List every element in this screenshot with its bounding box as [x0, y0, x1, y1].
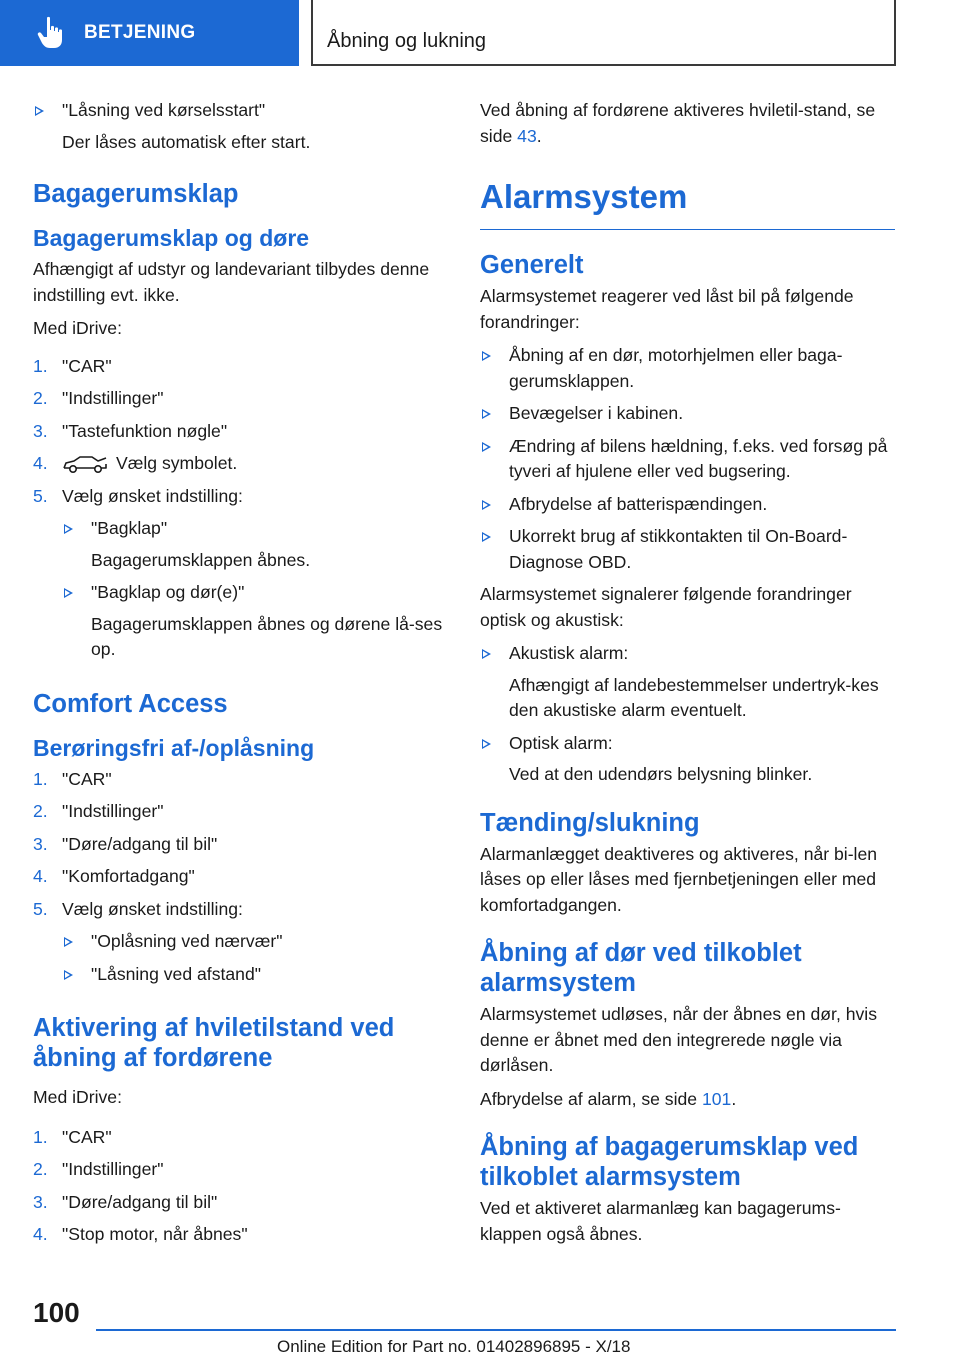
section-label: BETJENING	[84, 22, 196, 43]
paragraph: Alarmsystemet reagerer ved låst bil på følgende forandringer:	[480, 286, 854, 332]
chapter-header	[311, 0, 896, 66]
list-item: 3. "Tastefunktion nøgle"	[33, 420, 228, 441]
paragraph: Ved et aktiveret alarmanlæg kan bagagerums-klappen også åbnes.	[480, 1198, 841, 1244]
bullet-item: "Bagklap" Bagagerumsklappen åbnes.	[62, 516, 443, 573]
page-number: 100	[33, 1297, 80, 1328]
paragraph: Afbrydelse af alarm, se side 101.	[480, 1088, 737, 1109]
paragraph: Alarmsystemet signalerer følgende forandringer optisk og akustisk:	[480, 584, 852, 630]
bullet-item: Ændring af bilens hældning, f.eks. ved forsøg på tyveri af hjulene eller ved bugsering.	[480, 434, 895, 485]
list-item: 4. Vælg symbolet.	[33, 453, 238, 473]
triangle-bullet-icon	[482, 649, 491, 659]
hand-pointer-icon	[36, 15, 68, 51]
triangle-bullet-icon	[64, 524, 73, 534]
triangle-bullet-icon	[482, 532, 491, 542]
chapter-title: Åbning og lukning	[327, 30, 487, 52]
right-column	[480, 98, 895, 1255]
list-item: 5. Vælg ønsket indstilling:	[33, 485, 243, 506]
triangle-bullet-icon	[64, 970, 73, 980]
heading-door-alarm: Åbning af dør ved tilkoblet alarmsystem	[480, 939, 802, 997]
bullet-item: Ukorrekt brug af stikkontakten til On-Board-Diagnose OBD.	[480, 524, 895, 575]
page-link-43[interactable]: 43	[517, 125, 537, 146]
paragraph: Afhængigt af udstyr og landevariant tilbydes denne indstilling evt. ikke.	[33, 259, 430, 305]
bullet-item: Afbrydelse af batterispændingen.	[480, 492, 895, 518]
paragraph: Alarmanlægget deaktiveres og aktiveres, når bi-len låses op eller låses med fjernbetjeningen eller med komfortadgangen.	[480, 843, 878, 915]
bullet-item: "Bagklap og dør(e)" Bagagerumsklappen åbnes og dørene lå-ses op.	[62, 580, 443, 663]
triangle-bullet-icon	[482, 500, 491, 510]
heading-taending: Tænding/slukning	[480, 808, 700, 837]
footer-divider	[96, 1329, 896, 1331]
list-item: 2. "Indstillinger"	[33, 388, 164, 408]
list-item: 1. "CAR"	[33, 1126, 112, 1147]
list-item: 1. "CAR"	[33, 768, 112, 789]
bullet-item: Bevægelser i kabinen.	[480, 401, 895, 427]
bullet-item: "Låsning ved kørselsstart" Der låses automatisk efter start.	[33, 98, 443, 155]
list-item: 4. "Komfortadgang"	[33, 866, 195, 886]
triangle-bullet-icon	[35, 106, 44, 116]
list-item: 2. "Indstillinger"	[33, 1159, 164, 1179]
heading-alarmsystem: Alarmsystem	[480, 177, 895, 230]
triangle-bullet-icon	[482, 442, 491, 452]
edition-note: Online Edition for Part no. 01402896895 - X/18	[277, 1337, 631, 1356]
triangle-bullet-icon	[482, 351, 491, 361]
heading-beroeringsfri: Berøringsfri af-/oplåsning	[33, 734, 315, 761]
bullet-item: "Låsning ved afstand"	[62, 962, 443, 988]
left-column	[33, 98, 443, 1255]
bullet-item: Akustisk alarm: Afhængigt af landebestemmelser undertryk-kes den akustiske alarm eventuelt.	[480, 641, 895, 724]
heading-generelt: Generelt	[480, 251, 584, 279]
paragraph: Med iDrive:	[33, 318, 122, 338]
bullet-item: "Oplåsning ved nærvær"	[62, 929, 443, 955]
list-item: 3. "Døre/adgang til bil"	[33, 833, 218, 854]
paragraph: Alarmsystemet udløses, når der åbnes en dør, hvis denne er åbnet med den integrerede nøgle via dørlåsen.	[480, 1004, 878, 1075]
bullet-item: Optisk alarm: Ved at den udendørs belysning blinker.	[480, 731, 895, 788]
list-item: 5. Vælg ønsket indstilling:	[33, 898, 243, 919]
triangle-bullet-icon	[64, 937, 73, 947]
triangle-bullet-icon	[64, 588, 73, 598]
paragraph: Med iDrive:	[33, 1087, 122, 1107]
triangle-bullet-icon	[482, 409, 491, 419]
section-tab[interactable]	[0, 0, 299, 66]
paragraph: Ved åbning af fordørene aktiveres hviletil-stand, se side 43.	[480, 100, 876, 146]
list-item: 4. "Stop motor, når åbnes"	[33, 1224, 248, 1244]
heading-hviletilstand: Aktivering af hviletilstand ved åbning af fordørene	[33, 1014, 395, 1072]
bullet-item: Åbning af en dør, motorhjelmen eller baga-gerumsklappen.	[480, 343, 895, 394]
heading-boot-alarm: Åbning af bagagerumsklap ved tilkoblet alarmsystem	[480, 1133, 859, 1191]
list-item: 2. "Indstillinger"	[33, 801, 164, 821]
triangle-bullet-icon	[482, 739, 491, 749]
heading-bagagerumsklap: Bagagerumsklap	[33, 180, 239, 208]
car-open-trunk-icon	[62, 454, 108, 474]
list-item: 3. "Døre/adgang til bil"	[33, 1191, 218, 1212]
heading-comfort-access: Comfort Access	[33, 689, 228, 718]
page-link-101[interactable]: 101	[701, 1088, 732, 1109]
heading-bagagerumsklap-doere: Bagagerumsklap og døre	[33, 225, 310, 251]
list-item: 1. "CAR"	[33, 355, 112, 376]
